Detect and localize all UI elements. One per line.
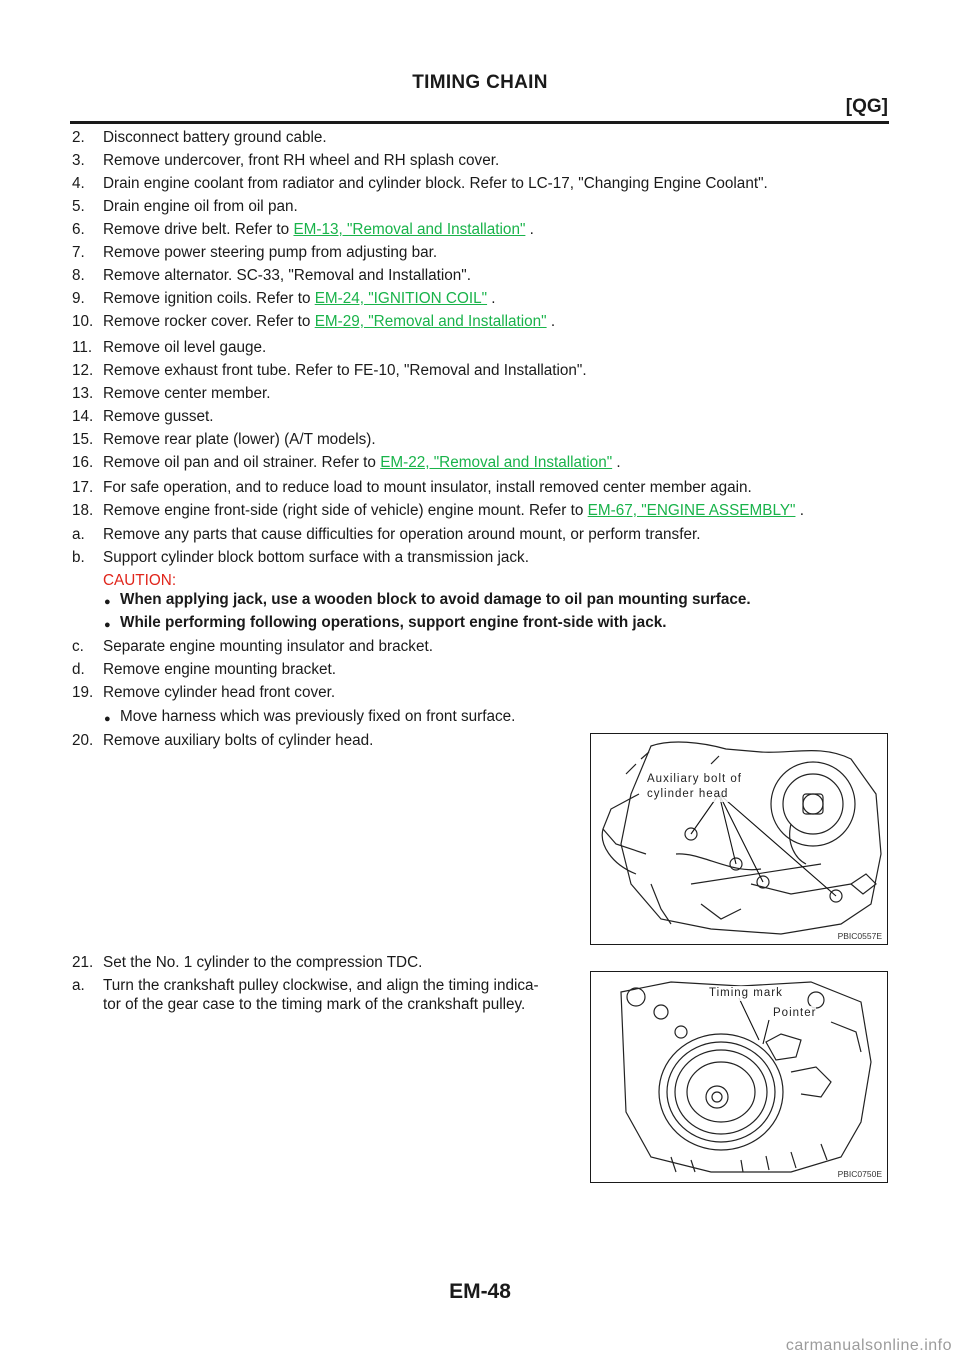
step-text: Remove rocker cover. Refer to [103,313,315,330]
step-number: 11. [72,339,93,356]
bullet-icon: ● [104,596,111,608]
step-text: Remove oil pan and oil strainer. Refer to [103,454,381,471]
step-text: tor of the gear case to the timing mark of the crankshaft pulley. [103,996,526,1013]
bullet-icon: ● [104,713,111,725]
step-number: 2. [72,129,85,146]
step-text-with-link [103,502,804,520]
bullet-icon: ● [104,619,111,631]
step-number: a. [72,977,85,994]
step-text: Remove engine front-side (right side of vehicle) engine mount. Refer to [103,502,588,519]
step-text: Remove undercover, front RH wheel and RH splash cover. [103,152,500,169]
step-text-with-link [103,313,555,331]
reference-link[interactable]: EM-67, "ENGINE ASSEMBLY" [587,502,796,519]
step-number: 8. [72,267,85,284]
step-text: Remove alternator. SC-33, "Removal and Installation". [103,267,471,284]
step-number: 10. [72,313,94,330]
step-text: Disconnect battery ground cable. [103,129,327,146]
reference-link[interactable]: EM-24, "IGNITION COIL" [314,290,488,307]
step-number: d. [72,661,85,678]
step-number: 14. [72,408,94,425]
step-number: 21. [72,954,94,971]
crankshaft-pulley-illustration [591,972,887,1182]
step-text: Remove any parts that cause difficulties for operation around mount, or perform transfer. [103,526,701,543]
step-text: Separate engine mounting insulator and bracket. [103,638,433,655]
step-text: Remove drive belt. Refer to [103,221,294,238]
step-text: Remove exhaust front tube. Refer to FE-10, "Removal and Installation". [103,362,587,379]
reference-link[interactable]: EM-13, "Removal and Installation" [293,221,526,238]
step-text-after: . [546,313,556,330]
step-number: 17. [72,479,94,496]
step-text: Remove rear plate (lower) (A/T models). [103,431,376,448]
step-number: 6. [72,221,85,238]
page-number: EM-48 [449,1280,511,1303]
step-text-after: . [525,221,534,238]
step-number: 20. [72,732,94,749]
section-code: [QG] [845,96,888,117]
caution-bullet-text: While performing following operations, support engine front-side with jack. [120,614,667,631]
engine-block-illustration [591,734,887,944]
step-number: c. [72,638,84,655]
step-text-with-link [103,454,621,472]
callout-line: Auxiliary bolt of [647,773,742,785]
caution-heading-text: CAUTION: [103,572,177,589]
reference-link[interactable]: EM-29, "Removal and Installation" [314,313,547,330]
step-text-after: . [795,502,804,519]
step-text: Support cylinder block bottom surface with a transmission jack. [103,549,529,566]
step-number: 18. [72,502,94,519]
note-bullet-text: Move harness which was previously fixed on front surface. [120,708,516,725]
step-number: 12. [72,362,94,379]
step-text-with-link [103,221,534,239]
reference-link[interactable]: EM-22, "Removal and Installation" [380,454,613,471]
figure-code: PBIC0750E [837,1169,882,1179]
step-number: 5. [72,198,85,215]
step-text-with-link [103,290,496,308]
timing-mark-label: Timing mark [709,987,783,999]
figure-timing-mark [590,971,888,1183]
step-text: Remove cylinder head front cover. [103,684,336,701]
step-text-after: . [612,454,621,471]
step-number: 13. [72,385,94,402]
step-text: Remove center member. [103,385,271,402]
step-number: 16. [72,454,94,471]
watermark: carmanualsonline.info [785,1337,952,1354]
step-text: For safe operation, and to reduce load to mount insulator, install removed center member again. [103,479,752,496]
header-rule [70,121,889,124]
step-text: Turn the crankshaft pulley clockwise, and align the timing indica- [103,977,539,994]
page-title: TIMING CHAIN [412,72,548,93]
step-text: Set the No. 1 cylinder to the compression TDC. [103,954,423,971]
step-text: Drain engine coolant from radiator and cylinder block. Refer to LC-17, "Changing Engine Coolant". [103,175,768,192]
step-number: a. [72,526,85,543]
figure-callout-label [647,772,742,802]
step-text: Remove engine mounting bracket. [103,661,336,678]
step-text: Drain engine oil from oil pan. [103,198,298,215]
step-text: Remove ignition coils. Refer to [103,290,315,307]
caution-bullet-text: When applying jack, use a wooden block to avoid damage to oil pan mounting surface. [120,591,751,608]
step-number: 9. [72,290,85,307]
step-number: 19. [72,684,94,701]
callout-line: cylinder head [647,788,729,800]
step-number: 4. [72,175,85,192]
step-text: Remove oil level gauge. [103,339,267,356]
pointer-label: Pointer [773,1007,817,1019]
figure-auxiliary-bolts [590,733,888,945]
step-text-after: . [487,290,496,307]
step-text: Remove gusset. [103,408,214,425]
step-number: b. [72,549,85,566]
figure-code: PBIC0557E [837,931,882,941]
step-text: Remove auxiliary bolts of cylinder head. [103,732,374,749]
step-number: 3. [72,152,85,169]
step-number: 7. [72,244,85,261]
step-text: Remove power steering pump from adjusting bar. [103,244,438,261]
step-number: 15. [72,431,94,448]
